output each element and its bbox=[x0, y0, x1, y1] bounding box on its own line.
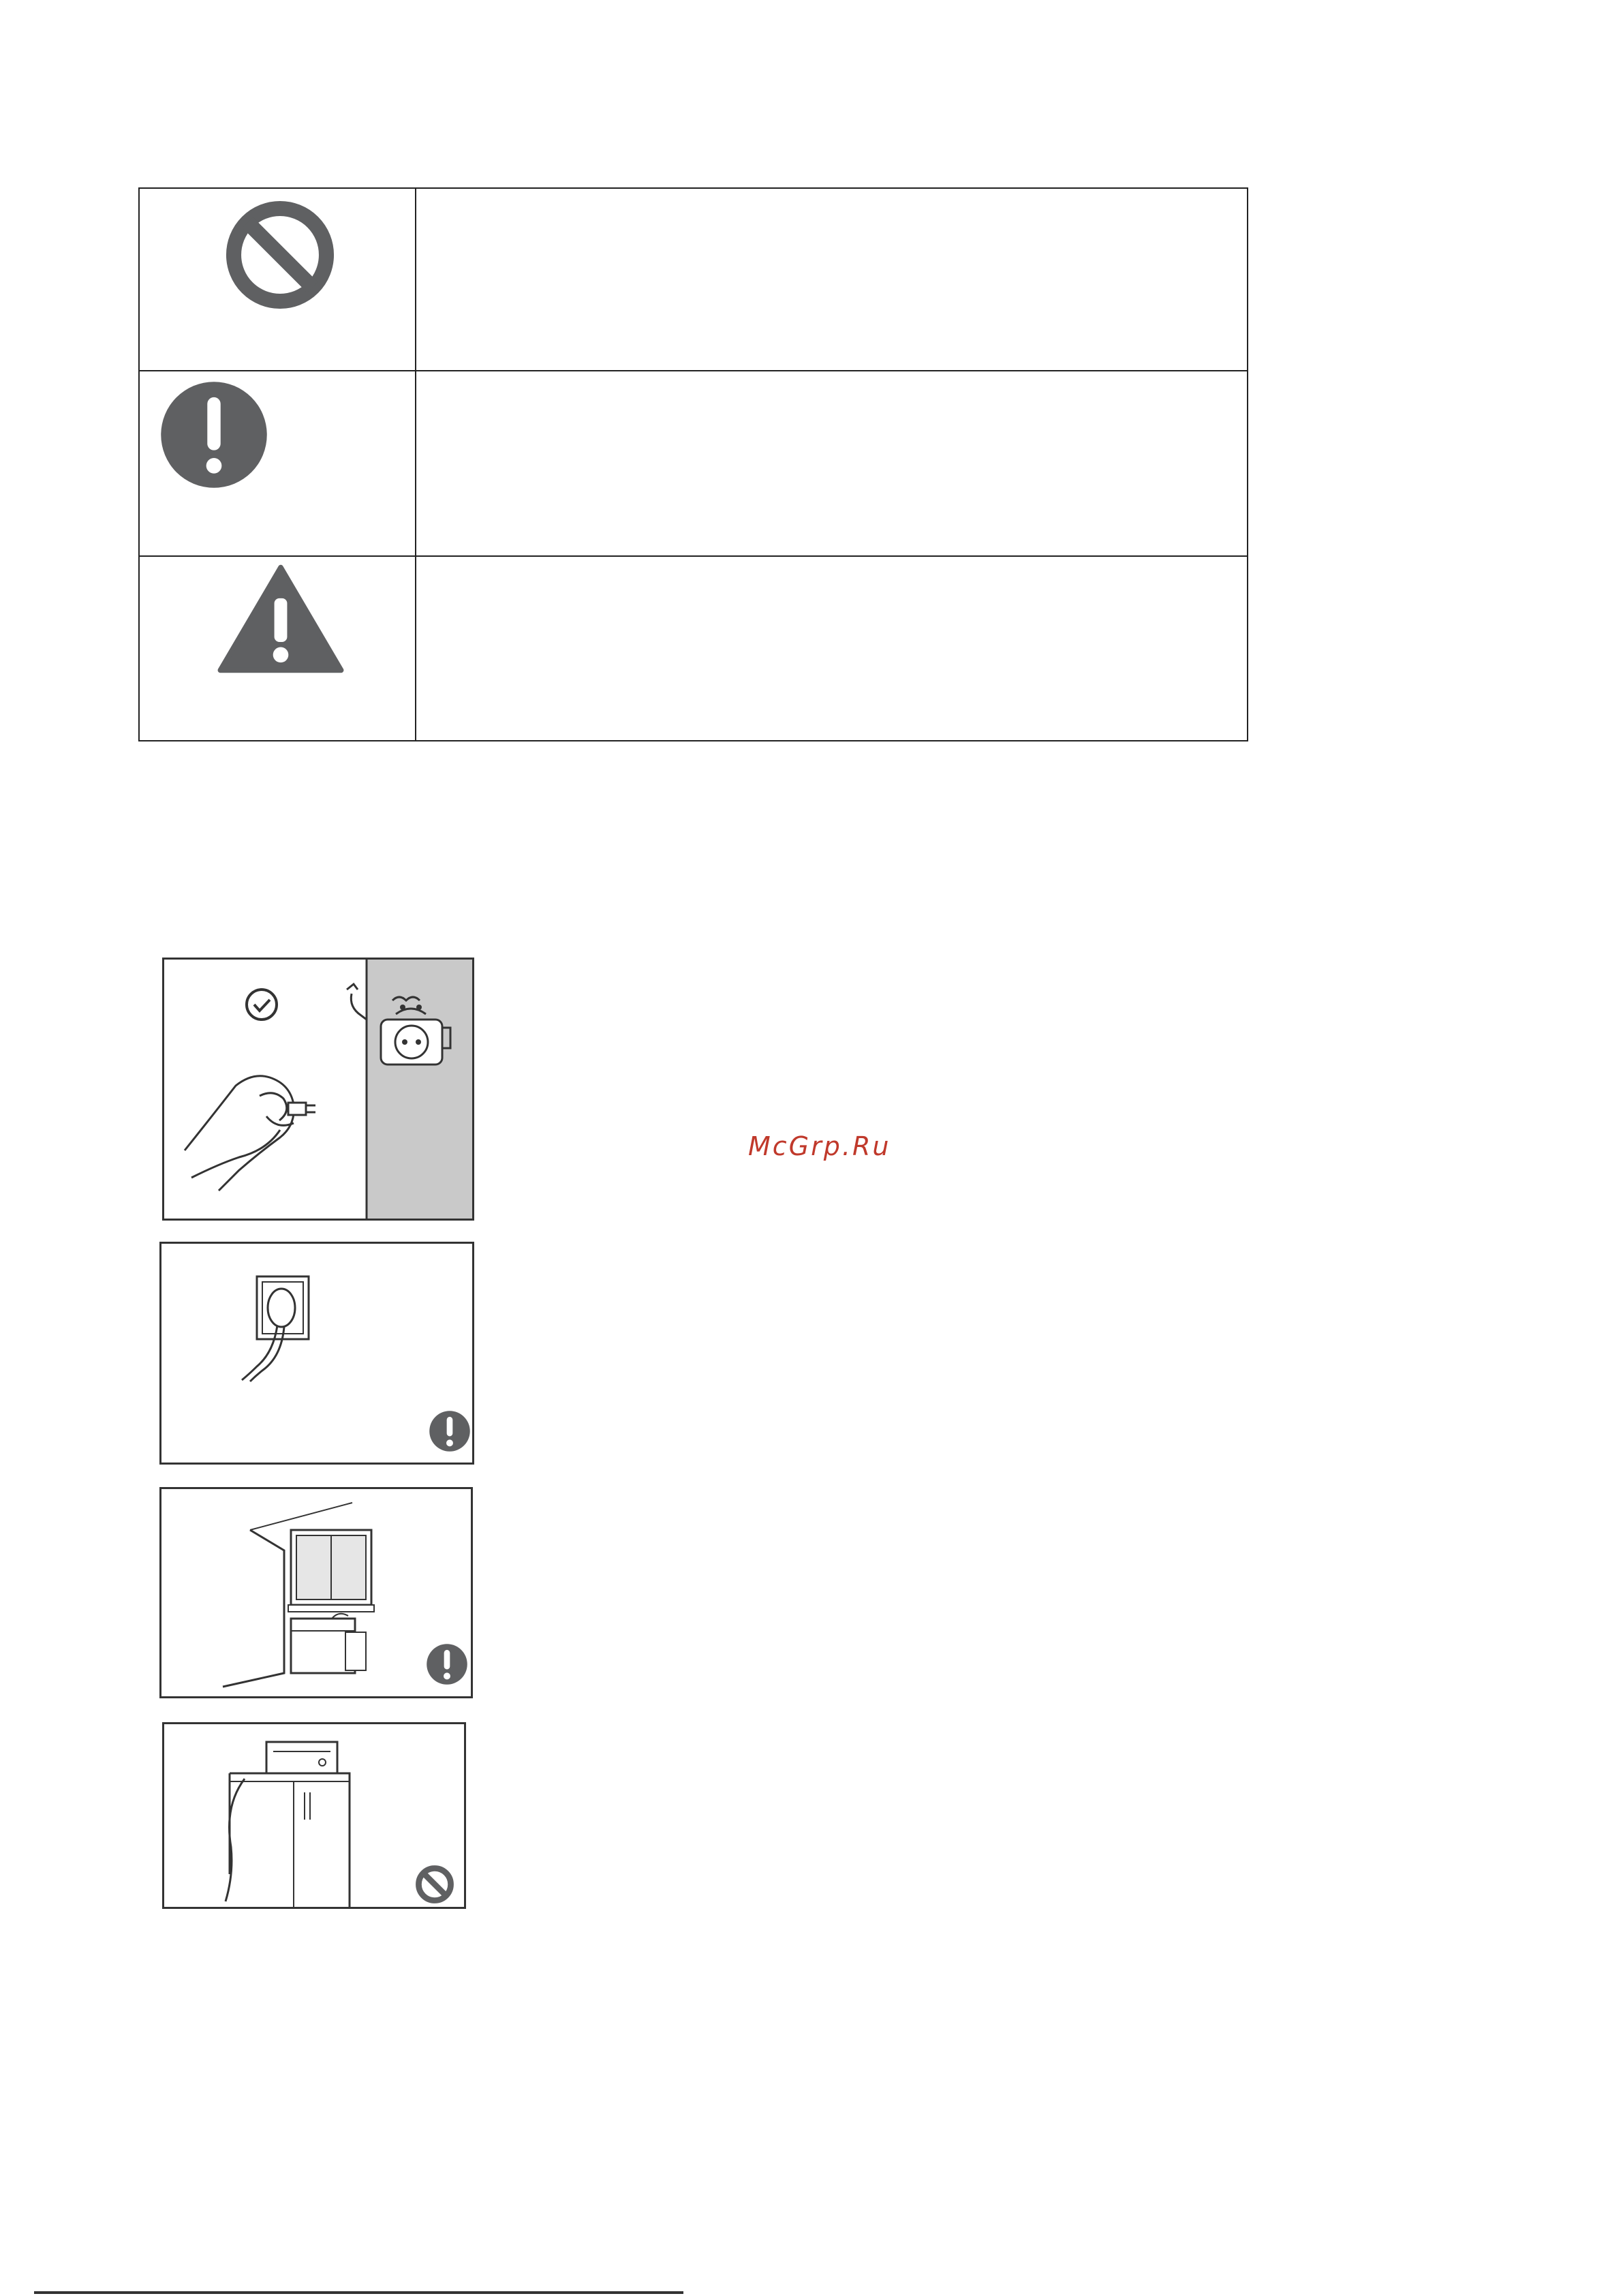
illustration-fridge-placement bbox=[159, 1487, 473, 1698]
legend-description bbox=[416, 557, 1247, 741]
check-icon bbox=[239, 985, 280, 1026]
plug-in-socket-drawing bbox=[161, 1244, 472, 1463]
legend-description bbox=[416, 189, 1247, 370]
legend-row-prohibition bbox=[140, 189, 1247, 371]
legend-row-warning bbox=[140, 557, 1247, 741]
illustration-no-objects-on-top bbox=[162, 1722, 466, 1909]
warning-triangle-icon bbox=[216, 562, 345, 675]
hand-holding-plug-drawing bbox=[164, 960, 472, 1219]
mandatory-exclamation-icon bbox=[429, 1410, 471, 1452]
room-with-window-drawing bbox=[161, 1489, 471, 1696]
prohibition-icon bbox=[414, 1863, 456, 1905]
mandatory-exclamation-icon bbox=[159, 380, 269, 490]
legend-icon-cell bbox=[140, 557, 416, 741]
legend-icon-cell bbox=[140, 189, 416, 370]
illustration-plug-fully-inserted bbox=[159, 1242, 474, 1465]
legend-row-mandatory bbox=[140, 371, 1247, 557]
legend-description bbox=[416, 371, 1247, 555]
illustration-unplug-by-plug bbox=[162, 958, 474, 1221]
mandatory-exclamation-icon bbox=[426, 1643, 468, 1685]
legend-icon-cell bbox=[140, 371, 416, 555]
watermark-text: McGrp.Ru bbox=[748, 1131, 891, 1161]
prohibition-icon bbox=[222, 197, 338, 313]
symbol-legend-table bbox=[138, 187, 1248, 741]
footer-rule bbox=[34, 2291, 683, 2294]
